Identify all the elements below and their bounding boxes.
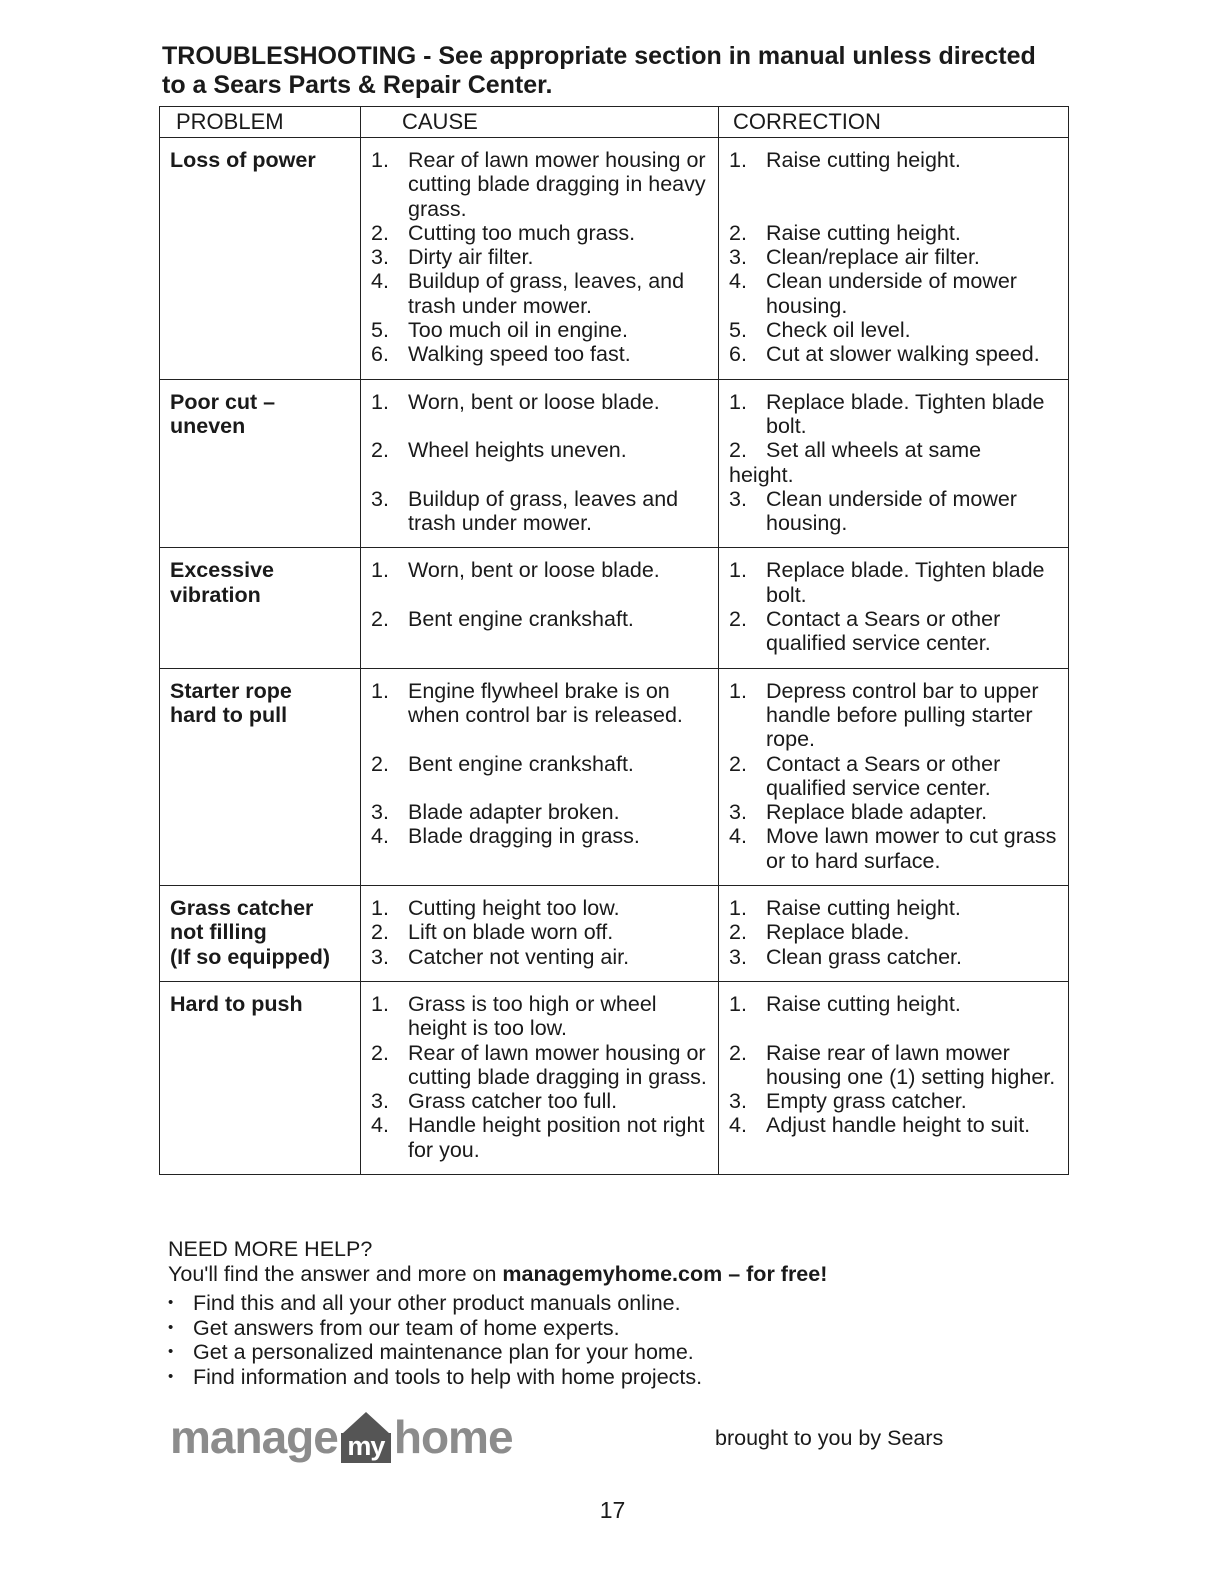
table-row	[160, 668, 1069, 885]
problem-label: Excessive	[170, 558, 275, 583]
item-number: 2.	[729, 920, 747, 945]
cause-cell	[361, 138, 719, 380]
item-number: 3.	[371, 245, 389, 270]
item-text: Empty grass catcher.	[766, 1089, 967, 1114]
item-number: 1.	[729, 678, 747, 703]
list-item	[729, 318, 1064, 342]
problem-cell	[160, 138, 361, 380]
table-row	[160, 138, 1069, 380]
list-item	[729, 992, 1064, 1016]
list-item	[729, 245, 1064, 269]
logo-text-manage: manage	[170, 1411, 338, 1463]
bullet-icon: •	[168, 1318, 174, 1336]
item-number: 2.	[371, 220, 389, 245]
item-text: Adjust handle height to suit.	[766, 1113, 1031, 1138]
list-item	[371, 679, 714, 728]
item-number: 2.	[729, 751, 747, 776]
correction-cell	[719, 379, 1069, 548]
list-item	[168, 1316, 1068, 1341]
problem-label: (If so equipped)	[170, 944, 331, 969]
list-item	[371, 558, 714, 582]
item-text: Contact a Sears or other qualified service center.	[766, 607, 1001, 656]
problem-cell	[160, 981, 361, 1174]
item-number: 1.	[729, 389, 747, 414]
item-number: 5.	[729, 318, 747, 343]
item-number: 4.	[371, 824, 389, 849]
website-link[interactable]: managemyhome.com – for free!	[502, 1262, 828, 1286]
cause-cell	[361, 548, 719, 668]
bullet-text: Find information and tools to help with home projects.	[193, 1364, 703, 1389]
bullet-icon: •	[168, 1343, 174, 1360]
item-text: Rear of lawn mower housing or cutting blade dragging in heavy grass.	[408, 148, 706, 221]
problem-label: Poor cut –	[170, 389, 276, 414]
item-text: Grass is too high or wheel height is too low.	[408, 991, 657, 1041]
list-item	[371, 487, 714, 536]
list-item	[371, 824, 714, 848]
item-text: Clean underside of mower housing.	[766, 486, 1017, 536]
item-number: 1.	[371, 148, 389, 172]
correction-cell	[719, 138, 1069, 380]
item-number: 2.	[371, 751, 389, 776]
item-text: Catcher not venting air.	[408, 944, 630, 969]
problem-label: vibration	[170, 582, 261, 607]
logo-house-icon	[341, 1411, 391, 1463]
help-bullet-list	[168, 1291, 1068, 1389]
item-number: 4.	[729, 269, 747, 294]
table-row	[160, 548, 1069, 668]
item-text: Cutting too much grass.	[408, 220, 636, 245]
item-text: Bent engine crankshaft.	[408, 751, 634, 776]
correction-cell	[719, 981, 1069, 1174]
list-item	[729, 1041, 1064, 1090]
item-text: Grass catcher too full.	[408, 1089, 618, 1114]
list-item	[729, 438, 1064, 462]
item-text: Raise cutting height.	[766, 220, 961, 245]
item-text: Walking speed too fast.	[408, 342, 631, 367]
list-item	[729, 269, 1064, 318]
item-text: Handle height position not right for you.	[408, 1113, 705, 1162]
list-item	[729, 1089, 1064, 1113]
bullet-icon: •	[168, 1294, 174, 1311]
table-row	[160, 981, 1069, 1174]
bullet-text: Get a personalized maintenance plan for your home.	[193, 1340, 694, 1364]
item-number: 2.	[371, 438, 389, 463]
item-number: 1.	[371, 991, 389, 1016]
help-intro	[168, 1262, 1068, 1287]
table-row	[160, 886, 1069, 982]
item-number: 1.	[371, 558, 389, 583]
list-item	[729, 221, 1064, 245]
item-text: Move lawn mower to cut grass or to hard surface.	[766, 824, 1057, 873]
item-text: Blade adapter broken.	[408, 800, 620, 825]
item-number: 3.	[729, 944, 747, 969]
item-text: Replace blade. Tighten blade bolt.	[766, 558, 1045, 607]
item-number: 1.	[371, 389, 389, 414]
item-number: 3.	[371, 1089, 389, 1114]
item-number: 4.	[729, 824, 747, 849]
bullet-text: Find this and all your other product manuals online.	[193, 1291, 681, 1315]
item-text: Bent engine crankshaft.	[408, 607, 634, 632]
item-text: Set all wheels at same	[766, 438, 982, 463]
list-item	[729, 824, 1064, 873]
title-line-1: TROUBLESHOOTING - See appropriate section in manual unless directed	[162, 42, 1036, 70]
problem-label: Hard to push	[170, 991, 303, 1016]
list-item	[729, 487, 1064, 536]
item-number: 3.	[729, 486, 747, 511]
item-number: 4.	[371, 269, 389, 294]
item-text: Cutting height too low.	[408, 896, 620, 921]
list-item	[729, 558, 1064, 607]
help-heading: NEED MORE HELP?	[168, 1237, 373, 1261]
cause-cell	[361, 886, 719, 982]
cause-cell	[361, 668, 719, 885]
list-item	[371, 607, 714, 631]
item-text: Dirty air filter.	[408, 245, 534, 270]
problem-label: not filling	[170, 920, 267, 945]
item-text: Clean/replace air filter.	[766, 245, 980, 270]
bullet-text: Get answers from our team of home experts.	[193, 1315, 620, 1340]
item-text: Clean grass catcher.	[766, 944, 962, 969]
logo-text-my: my	[341, 1433, 391, 1463]
item-text: Buildup of grass, leaves, and trash under mower.	[408, 269, 685, 318]
item-text-continued: height.	[729, 462, 794, 487]
item-number: 2.	[729, 607, 747, 632]
list-item	[371, 245, 714, 269]
cause-cell	[361, 981, 719, 1174]
list-item	[371, 920, 714, 944]
list-item	[729, 679, 1064, 752]
table-header-row	[160, 107, 1069, 138]
item-number: 3.	[371, 800, 389, 825]
item-number: 2.	[729, 1040, 747, 1065]
item-number: 2.	[729, 220, 747, 245]
header-correction: CORRECTION	[719, 107, 1069, 138]
list-item	[371, 148, 714, 221]
list-item	[729, 752, 1064, 801]
item-text: Worn, bent or loose blade.	[408, 389, 660, 414]
item-text: Replace blade. Tighten blade bolt.	[766, 389, 1045, 438]
brought-by-text: brought to you by Sears	[715, 1426, 944, 1450]
list-item	[371, 992, 714, 1041]
item-text: Raise cutting height.	[766, 991, 961, 1016]
item-text: Raise rear of lawn mower housing one (1) setting higher.	[766, 1040, 1056, 1089]
item-number: 5.	[371, 318, 389, 343]
item-number: 2.	[371, 1040, 389, 1065]
item-text: Rear of lawn mower housing or cutting blade dragging in grass.	[408, 1040, 707, 1089]
table-row	[160, 379, 1069, 548]
list-item	[371, 1089, 714, 1113]
problem-cell	[160, 379, 361, 548]
list-item	[168, 1340, 1068, 1365]
list-item	[168, 1291, 1068, 1316]
troubleshooting-table	[159, 106, 1069, 1175]
item-text: Check oil level.	[766, 318, 911, 343]
item-number: 2.	[371, 920, 389, 945]
item-text: Raise cutting height.	[766, 896, 961, 921]
list-item	[371, 318, 714, 342]
problem-cell	[160, 548, 361, 668]
list-item	[729, 896, 1064, 920]
list-item	[729, 920, 1064, 944]
page-title	[162, 42, 1082, 100]
item-number: 3.	[729, 245, 747, 270]
cause-cell	[361, 379, 719, 548]
list-item	[371, 1041, 714, 1090]
item-text: Worn, bent or loose blade.	[408, 558, 660, 583]
page-number: 17	[599, 1497, 626, 1523]
item-text: Buildup of grass, leaves and trash under mower.	[408, 486, 679, 536]
item-text: Blade dragging in grass.	[408, 824, 640, 849]
problem-label: Starter rope	[170, 678, 292, 703]
item-number: 1.	[729, 991, 747, 1016]
item-number: 6.	[371, 342, 389, 367]
item-number: 1.	[371, 678, 389, 703]
item-number: 6.	[729, 342, 747, 367]
problem-label: uneven	[170, 413, 246, 438]
item-text: Contact a Sears or other qualified service center.	[766, 751, 1001, 800]
correction-cell	[719, 548, 1069, 668]
list-item	[371, 800, 714, 824]
item-text: Replace blade.	[766, 920, 910, 945]
correction-cell	[719, 668, 1069, 885]
item-number: 3.	[371, 486, 389, 511]
list-item	[371, 752, 714, 776]
problem-cell	[160, 886, 361, 982]
item-number: 2.	[729, 438, 747, 463]
item-number: 3.	[729, 1089, 747, 1114]
help-intro-text: You'll find the answer and more on	[168, 1262, 503, 1286]
item-text: Clean underside of mower housing.	[766, 269, 1017, 318]
list-item	[729, 342, 1064, 366]
item-text: Replace blade adapter.	[766, 800, 988, 825]
problem-label: hard to pull	[170, 702, 288, 727]
title-line-2: to a Sears Parts & Repair Center.	[162, 71, 553, 99]
item-text: Wheel heights uneven.	[408, 438, 627, 463]
header-problem: PROBLEM	[160, 107, 361, 138]
item-text: Raise cutting height.	[766, 148, 961, 172]
correction-cell	[719, 886, 1069, 982]
item-text: Too much oil in engine.	[408, 318, 628, 343]
item-text: Engine flywheel brake is on when control bar is released.	[408, 678, 683, 727]
item-text: Lift on blade worn off.	[408, 920, 614, 945]
list-item	[729, 148, 1064, 172]
logo-text-home: home	[393, 1411, 513, 1463]
item-number: 3.	[371, 944, 389, 969]
list-item	[371, 342, 714, 366]
list-item	[371, 945, 714, 969]
item-number: 1.	[371, 896, 389, 921]
list-item	[371, 390, 714, 414]
help-section	[168, 1237, 1068, 1389]
item-text: Cut at slower walking speed.	[766, 342, 1040, 367]
list-item	[371, 438, 714, 462]
problem-cell	[160, 668, 361, 885]
list-item	[729, 390, 1064, 439]
managemyhome-logo	[170, 1406, 513, 1468]
list-item	[371, 1113, 714, 1162]
item-number: 1.	[729, 896, 747, 921]
item-text: Depress control bar to upper handle before pulling starter rope.	[766, 678, 1039, 752]
item-number: 1.	[729, 558, 747, 583]
item-number: 1.	[729, 148, 747, 172]
problem-label: Loss of power	[170, 148, 316, 172]
problem-label: Grass catcher	[170, 896, 314, 921]
list-item	[729, 1113, 1064, 1137]
item-number: 4.	[371, 1113, 389, 1138]
list-item	[729, 607, 1064, 656]
list-item	[168, 1365, 1068, 1390]
header-cause: CAUSE	[361, 107, 719, 138]
item-number: 3.	[729, 800, 747, 825]
list-item	[729, 800, 1064, 824]
list-item	[371, 269, 714, 318]
list-item	[371, 221, 714, 245]
list-item	[729, 945, 1064, 969]
bullet-icon: •	[168, 1367, 174, 1385]
item-number: 2.	[371, 607, 389, 632]
list-item	[371, 896, 714, 920]
item-number: 4.	[729, 1113, 747, 1138]
